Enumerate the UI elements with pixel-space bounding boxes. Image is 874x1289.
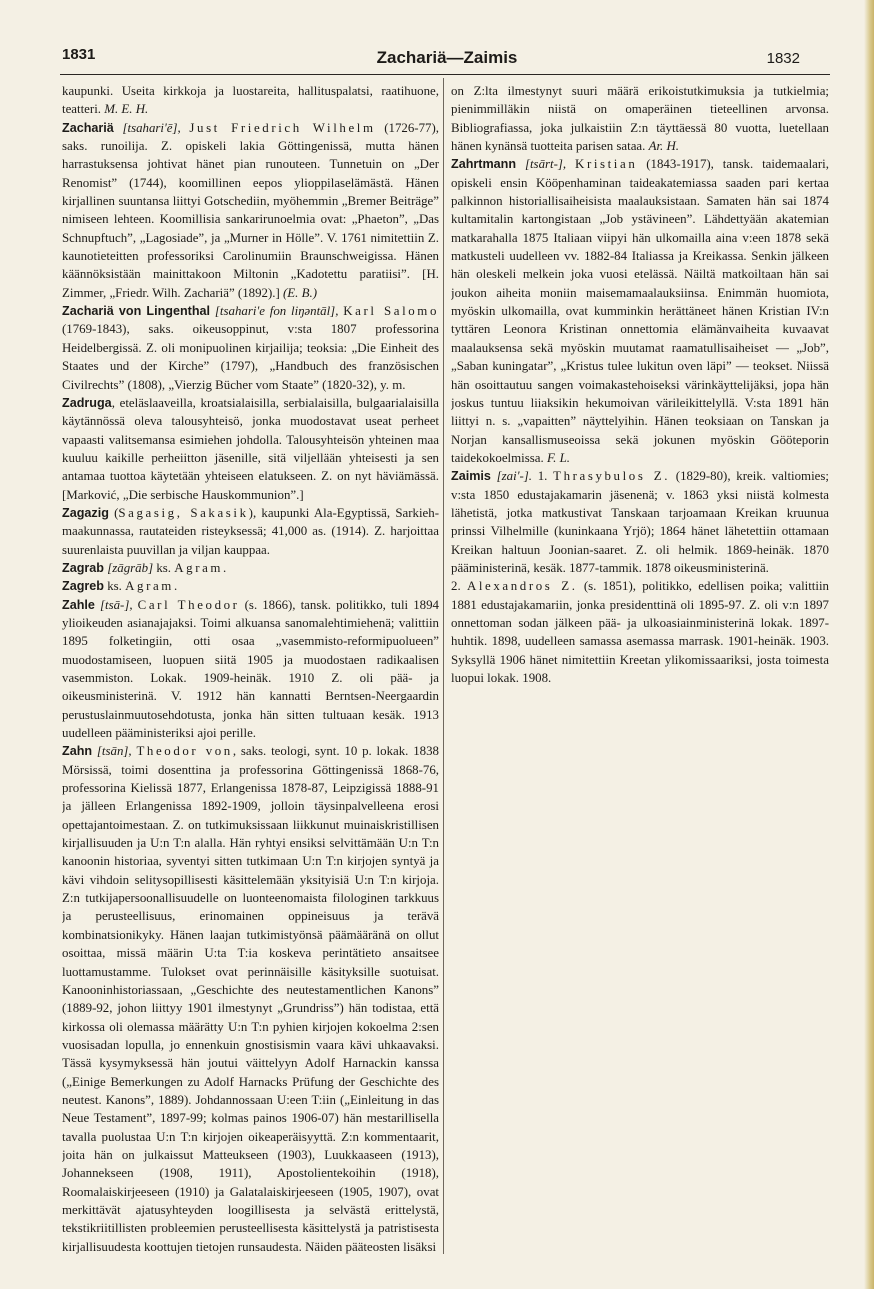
dictionary-entry: [62, 596, 439, 743]
entry-headword: Zahle: [62, 597, 95, 612]
entry-text: (s. 1851), politikko, edellisen poika; valittiin 1881 edustajakamariin, jonka presidenttinä oli 1895-97. Z. oli v:n 1897 onnettoman sodan jälkeen pää- ja ulkoasiainministerinä lokak. 1897-huhtik. 1898, uudelleen samassa asemassa marrask. 1901-heinäk. 1903. Syksyllä 1906 hänet nimitettiin Kreetan ylikomissaariksi, josta toimesta luopui lokak. 1908.: [451, 579, 829, 685]
spaced-name: Alexandros Z.: [466, 579, 578, 594]
spaced-name: Just Friedrich Wilhelm: [189, 120, 376, 135]
column-divider: [443, 78, 444, 1254]
entry-text: (1726-77), saks. runoilija. Z. opiskeli lakia Göttingenissä, mutta hänen harrastuksensa johtivat hänet pian runouteen. Tunnetuin on „Der Renomist” (1744), koomillinen eepos ylioppilaselämästä. Hänen kirjallinen suuntansa liittyi Gotschediin, myöhemmin „Bremer Beiträge” nimiseen lehteen. Koomillisia sankarirunoelmia ovat: „Phaeton”, „Das Schnupftuch”, „Lagosiade”, ja „Murner in Hölle”. V. 1761 nimitettiin Z. kaunotieteitten professoriksi Carolinumiin Braunschweigissa. Hänen käännöksistään mainittakoon Miltonin „Kadotettu paratiisi”. [H. Zimmer, „Friedr. Wilh. Zachariä” (1892).]: [62, 120, 439, 300]
pronunciation: [zai'-].: [496, 469, 532, 484]
dictionary-entry: [62, 559, 439, 577]
entry-text: (1843-1917), tansk. taidemaalari, opiskeli ensin Kööpenhaminan taideakatemiassa saaden pari kertaa palkinnon historiallisaiheisista maalauksistaan. Samaten hän sai 1874 kultamitalin kartongistaan „Job ystävineen”. Lähdettyään akatemian matkarahalla 1875 Italiaan viipyi hän ulkomailla aina v:een 1878 sekä matkusteli uudelleen vv. 1882-84 Italiassa ja Kreikassa. Senkin jälkeen hän oleskeli melkein joka vuosi etelässä. Näiltä matkoiltaan hän sai joukon aiheita moniin maisemamaalauksiinsa. Enimmän huomiota, myöskin ulkomailla, ovat kumminkin herättäneet hänen Kristian IV:n tyttären Leonora Kristinan onnettomia elämänvaiheita kuvaavat maalauksensa sekä myöskin muutamat raamatullisaiheiset — „Job”, „Saban kuningatar”, „Kristus tulee lukitun oven läpi” — teokset. Niissä hän osoittautuu sangen voimakastehoiseksi värinkäyttelijäksi, jopa hän joskus tuntuu liiaksikin hekumoivan värileikittelyllä. V:sta 1891 hän liittyi n. s. „vapaitten” näyttelyihin. Hänen teoksiaan on Tanskan ja Norjan kansallismuseoissa sekä jokunen myöskin Gööteporin taidekokoelmissa.: [451, 157, 829, 465]
text-column-left: [62, 82, 439, 1272]
dictionary-entry: [62, 302, 439, 394]
entry-text: .: [173, 579, 178, 594]
author-signature: F. L.: [546, 450, 571, 465]
entry-text: [516, 157, 525, 171]
entry-headword: Zagreb: [62, 579, 104, 594]
entry-headword: Zaimis: [451, 469, 491, 484]
entry-text: .: [223, 560, 227, 575]
dictionary-entry: [62, 742, 439, 1256]
dictionary-entry: [62, 119, 439, 302]
spaced-name: Kristian: [575, 157, 638, 172]
entry-text: (1829-80), kreik. valtiomies; v:sta 1850 edustajakamarin jäsenenä; v. 1863 yksi niistä kolmesta lähetistä, jotka matkustivat Tanskaan tarjoamaan Kreikan kruunua prinssi Vilhelmille (kuninkaana Yrjö); 1864 hänet lähetettiin ottamaan Kreikan haltuun Joonian-saaret. Z. oli helmik. 1869-heinäk. 1870 pääministerinä, kesäk. 1877-tammik. 1878 oikeusministerinä.: [451, 469, 829, 575]
entry-headword: Zachariä von Lingenthal: [62, 304, 211, 319]
dictionary-entry: [451, 577, 829, 687]
header-rule: [60, 74, 830, 75]
entry-headword: Zahn: [62, 744, 93, 759]
dictionary-entry: [451, 467, 829, 577]
entry-headword: Zadruga: [62, 395, 112, 410]
spaced-name: Theodor von: [136, 744, 233, 759]
pronunciation: [tsān],: [96, 744, 132, 759]
entry-text: (1769-1843), saks. oikeusoppinut, v:sta 1807 professorina Heidelbergissä. Z. oli monipuolinen kirjailija; teoksia: „Die Einheit des Staates und der Kirche” (1797), „Handbuch des französischen Civilrechts” (1808), „Vierzig Bücher vom Staate” (1820-32), y. m.: [62, 322, 439, 392]
spaced-name: Agram: [125, 579, 174, 594]
author-signature: Ar. H.: [648, 139, 680, 154]
entry-headword: Zahrtmann: [451, 157, 517, 172]
dictionary-entry: [62, 577, 439, 595]
entry-text: (s. 1866), tansk. politikko, tuli 1894 ylioikeuden asianajajaksi. Toimi alkuansa sanomalehtimiehenä; valittiin 1895 folketingiin, otti osaa „vasemmisto-reformipuolueen” muodostamiseen, luopuen siitä 1905 ja muodostaen radikaalisen vasemmiston. Lokak. 1909-heinäk. 1910 Z. oli pää- ja oikeusministerinä. V. 1912 hän kannatti Berntsen-Neergaardin perustuslainmuutosehdotusta, jonka hän sitten tultuaan kesäk. 1913 uudelleen pääministeriksi ajoi perille.: [62, 597, 439, 741]
pronunciation: [tsā-],: [99, 597, 133, 612]
spaced-name: Sagasig, Sakasik: [118, 505, 249, 520]
text-column-right: [451, 82, 829, 1272]
page-header: [58, 46, 836, 72]
entry-text: , saks. teologi, synt. 10 p. lokak. 1838 Mörsissä, toimi dosenttina ja professorina Göttingenissä 1868-76, professorina Kielissä 1877, Erlangenissa 1878-87, Leipzigissä 1888-91 ja jälleen Erlangenissa 1892-1909, jolloin täysinpalvelleena erosi opettajantoimestaan. Z. on tutkimuksissaan liikkunut muinaiskristillisen kirjallisuuden ja U:n T:n alalla. Hän ryhtyi ensiksi selvittämään U:n T:n kanoonin historiaa, syventyi sitten tutkimaan U:n T:n kirjojen syntyä ja kävi vihdoin selitysopillisesti käsittelemään yksityisiä U:n T:n kirjoja. Z:n tutkijapersoonallisuudelle on luonteenomaista filologinen tarkkuus ja perusteellisuus, erinomainen oppineisuus ja terävä kombinatsionikyky. Hänen laajan tutkimistyönsä päämääränä on ollut osoittaa, missä määrin U:ta T:ia koskeva perintätieto ansaitsee luottamustamme. Tulokset ovat perinnäisille käsityksille suotuisat. Kanooninhistoriassaan, „Geschichte des neutestamentlichen Kanons” (1889-92, johon liittyy 1901 ilmestynyt „Grundriss”) hän todistaa, että kirkossa oli olemassa määrätty U:n T:n pyhien kirjojen kokoelma 2:sen vuosisadan lopulla, jo ennenkuin gnostisismin vaara kävi uhkaavaksi. Tässä kysymyksessä hän joutui väittelyyn Adolf Harnackin kanssa („Einige Bemerkungen zu Adolf Harnacks Prüfung der Geschichte des neutest. Kanons”, 1889). Johdannossaan U:een T:iin („Einleitung in das Neue Testament”, 1897-99; kolmas painos 1906-07) hän mestarillisella tavalla puolustaa U:n T:n kirjojen oikeaperäisyyttä. Z:n kommentaarit, joita hän on julkaissut Matteukseen (1903), Luukkaaseen (1913), Johannekseen (1908, 1911), Apostolientekoihin (1918), Roomalaiskirjeeseen (1910) ja Galatalaiskirjeeseen (1905, 1907), ovat merkittävät ajatusyhteyden loogillisesta ja selvästä erittelystä, tekstikriitillisten probleemien perusteellisesta käsittelystä ja patristisesta kirjallisuudesta koottujen tietojen runsaudesta. Näiden pääteosten lisäksi: [62, 744, 439, 1254]
dictionary-entry: [62, 82, 439, 119]
pronunciation: [tsārt-],: [524, 157, 567, 172]
running-title: Zachariä—Zaimis: [376, 48, 518, 67]
page-edge: [864, 0, 874, 1289]
page-number-right: 1832: [766, 50, 800, 67]
entry-text: kaupunki. Useita kirkkoja ja luostareita, hallituspalatsi, raatihuone, teatteri.: [62, 84, 439, 117]
dictionary-entry-continued: [451, 82, 829, 155]
entry-text: ), kaupunki Ala-Egyptissä, Sarkieh-maakunnassa, rautateiden risteyksessä; 41,000 as. (1914). Z. harjoittaa suurenlaista puuvillan ja viljan kauppaa.: [62, 505, 439, 557]
entry-text: [566, 157, 575, 171]
entry-text: ks.: [104, 579, 126, 594]
spaced-name: Agram: [174, 560, 224, 575]
entry-text: on Z:lta ilmestynyt suuri määrä erikoistutkimuksia ja tutkielmia; pienimmilläkin niistä on omaperäinen tieteellinen arvonsa. Bibliografiassa, joka julkaistiin Z:n täyttäessä 80 vuotta, luetellaan hänen kynänsä tuotteita parisen sataa.: [451, 84, 829, 154]
entry-headword: Zachariä: [62, 120, 114, 135]
dictionary-entry: [62, 504, 439, 559]
entry-headword: Zagazig: [62, 505, 109, 520]
pronunciation: [tsahari'e fon liŋəntāl],: [214, 304, 339, 319]
author-signature: (E. B.): [283, 285, 318, 300]
entry-text: 1.: [532, 469, 554, 484]
spaced-name: Karl Salomo: [343, 304, 439, 319]
author-signature: M. E. H.: [104, 102, 149, 117]
entry-text: (: [108, 505, 119, 520]
pronunciation: [tsahari'ē],: [122, 120, 181, 135]
entry-headword: Zagrab: [62, 560, 104, 575]
entry-text: ks.: [153, 560, 175, 575]
spaced-name: Carl Theodor: [137, 597, 240, 612]
dictionary-entry: [62, 394, 439, 504]
entry-text: , eteläslaaveilla, kroatsialaisilla, serbialaisilla, bulgaarialaisilla käytännössä oleva talousyhteisö, jonka muodostavat useat perheet vapaasti valitsemansa esimiehen johdolla. Talousyhteisön yhteinen maa kuuluu kaikille perheiitton jäsenille, sitä viljellään yhteisesti ja sen antamaa tuottoa käytetään yhteiseen elatukseen. Z. on nyt häviämässä. [Marković, „Die serbische Hauskommunion”.]: [62, 395, 439, 502]
entry-text: 2.: [451, 579, 467, 594]
dictionary-entry: [451, 155, 829, 467]
spaced-name: Thrasybulos Z.: [553, 469, 671, 484]
pronunciation: [zāgrāb]: [107, 560, 154, 575]
page-number-left: 1831: [62, 46, 96, 63]
